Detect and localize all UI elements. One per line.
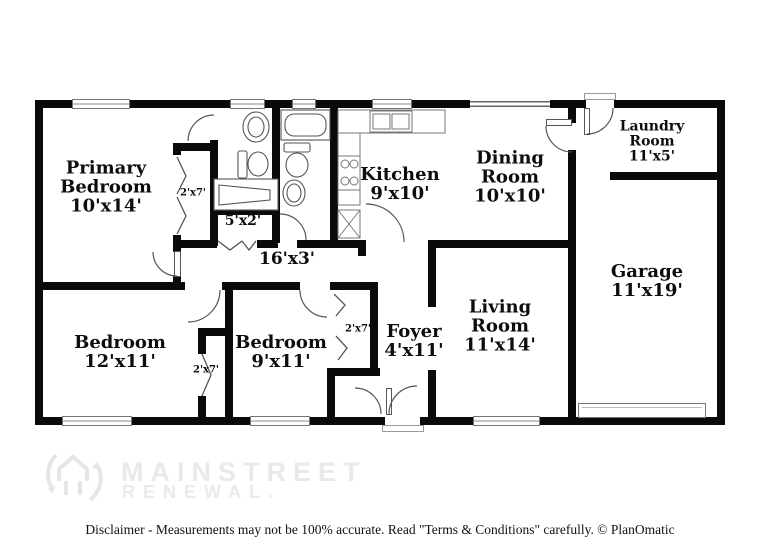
room-label-garage: Garage 11'x19' [610,261,684,301]
bathroom-fixtures [214,110,330,210]
closet-label-bedroom: 2'x7' [192,364,220,376]
primary-bedroom-door-arc [153,252,177,276]
kitchen-door-arc [366,204,404,242]
bathtub-basin [285,114,326,136]
room-label-dining-room: Dining Room 10'x10' [474,147,546,207]
logo-arrow-right [90,465,101,500]
garage-hall-door-arc [546,126,572,152]
closet-label-primary: 2'x7' [179,187,207,199]
logo-text-mainstreet: MAINSTREET [121,457,367,487]
logo-arrow-left [48,455,56,488]
bifold-door [336,336,347,360]
hallway-label: 16'x3' [258,249,316,269]
toilet-bowl [248,152,268,176]
hall-bath-door-arc [280,214,306,240]
toilet-bowl [286,153,308,177]
bedroom-9x11-door-arc [300,290,327,317]
closet-label-foyer: 2'x7' [344,323,372,335]
room-label-bedroom-9x11: Bedroom 9'x11' [235,332,327,372]
sink-basin [287,184,301,202]
logo-house [59,457,87,481]
toilet-tank [284,143,310,152]
logo-house-walls [66,481,80,495]
primary-bath-door-arc [188,115,214,141]
laundry-exterior-door-arc [587,108,613,134]
logo-text-renewal: RENEWAL. [122,482,282,502]
disclaimer-text: Disclaimer - Measurements may not be 100% accurate. Read "Terms & Conditions" carefully. © PlanOmatic [85,522,675,537]
front-door-arc [389,386,417,414]
room-label-living-room: Living Room 11'x14' [464,296,536,356]
room-label-foyer: Foyer 4'x11' [384,321,444,361]
room-label-bedroom-12x11: Bedroom 12'x11' [74,332,166,372]
foyer-nook-door-arc [355,388,381,414]
closet-label-linen: 5'x2' [224,213,262,229]
logo-arrowhead [48,486,56,494]
bifold-door [334,294,345,316]
bifold-door [177,197,186,234]
toilet-tank [238,151,247,178]
sink-basin [248,117,264,137]
bedroom-12x11-door-arc [188,290,220,322]
bifold-door [242,241,256,250]
mainstreet-renewal-logo-icon [42,443,104,509]
room-label-laundry-room: Laundry Room 11'x5' [619,118,685,165]
room-label-primary-bedroom: Primary Bedroom 10'x14' [60,157,152,217]
bifold-door [218,241,242,250]
room-label-kitchen: Kitchen 9'x10' [360,164,440,204]
